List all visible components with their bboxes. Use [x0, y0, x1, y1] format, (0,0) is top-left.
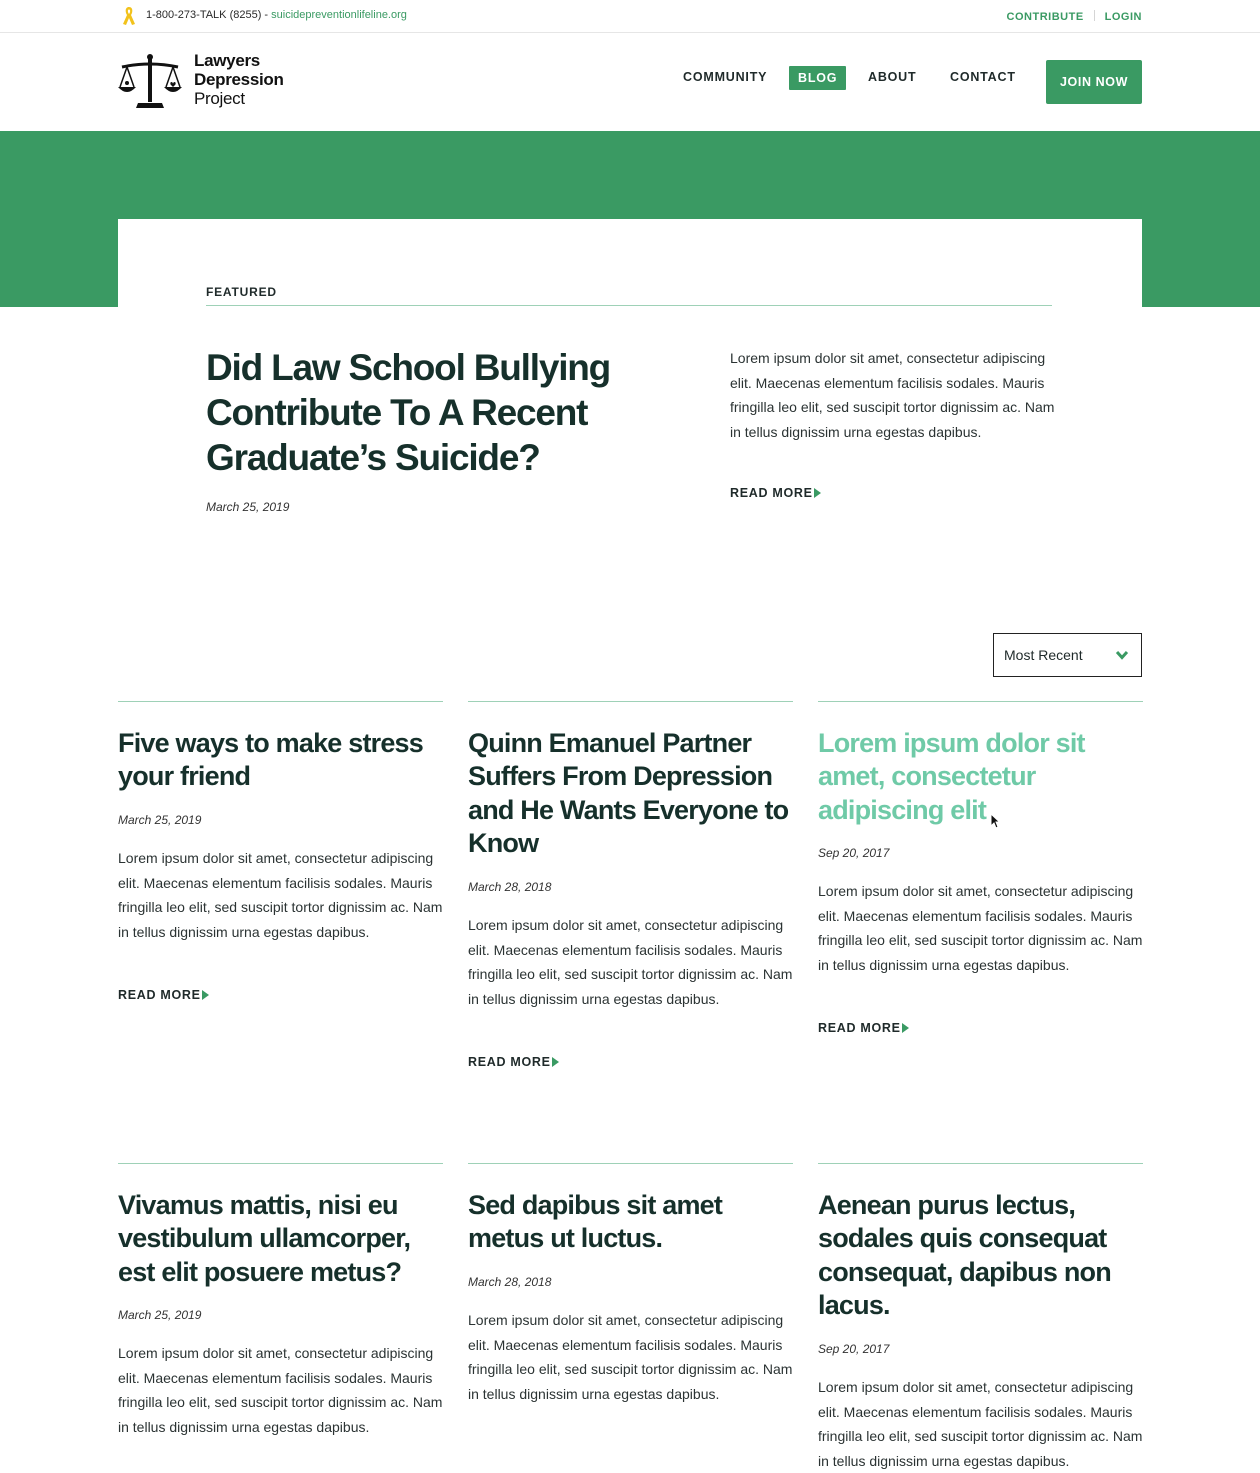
- divider: [206, 305, 1052, 306]
- post-title[interactable]: Quinn Emanuel Partner Suffers From Depression and He Wants Everyone to Know: [468, 728, 789, 858]
- post-date: March 25, 2019: [118, 813, 202, 827]
- sort-select[interactable]: [993, 633, 1142, 677]
- crisis-line: [146, 9, 407, 21]
- post-excerpt: Lorem ipsum dolor sit amet, consectetur adipiscing elit. Maecenas elementum facilisis sodales. Mauris fringilla leo elit, sed suscipit tortor dignissim ac. Nam in tellus dignissim urna egestas dapibus.: [818, 1379, 1143, 1469]
- nav-about[interactable]: ABOUT: [868, 70, 917, 84]
- divider: [118, 701, 443, 702]
- divider: [118, 1163, 443, 1164]
- post-excerpt: Lorem ipsum dolor sit amet, consectetur adipiscing elit. Maecenas elementum facilisis sodales. Mauris fringilla leo elit, sed suscipit tortor dignissim ac. Nam in tellus dignissim urna egestas dapibus.: [468, 1312, 793, 1402]
- post-excerpt: Lorem ipsum dolor sit amet, consectetur adipiscing elit. Maecenas elementum facilisis sodales. Mauris fringilla leo elit, sed suscipit tortor dignissim ac. Nam in tellus dignissim urna egestas dapibus.: [818, 883, 1143, 973]
- divider: [1094, 10, 1095, 21]
- post-excerpt: Lorem ipsum dolor sit amet, consectetur adipiscing elit. Maecenas elementum facilisis sodales. Mauris fringilla leo elit, sed suscipit tortor dignissim ac. Nam in tellus dignissim urna egestas dapibus.: [118, 850, 443, 940]
- divider: [468, 1163, 793, 1164]
- divider: [818, 1163, 1143, 1164]
- divider: [818, 701, 1143, 702]
- post-excerpt: Lorem ipsum dolor sit amet, consectetur adipiscing elit. Maecenas elementum facilisis sodales. Mauris fringilla leo elit, sed suscipit tortor dignissim ac. Nam in tellus dignissim urna egestas dapibus.: [468, 917, 793, 1007]
- awareness-ribbon-icon: [122, 6, 136, 26]
- post-title[interactable]: Five ways to make stress your friend: [118, 728, 423, 792]
- featured-title[interactable]: Did Law School Bullying Contribute To A Recent Graduate’s Suicide?: [206, 347, 611, 478]
- chevron-down-icon: [1115, 648, 1129, 662]
- site-logo[interactable]: [118, 51, 288, 111]
- post-date: Sep 20, 2017: [818, 846, 890, 860]
- phone-number: 1-800-273-TALK (8255) -: [146, 9, 272, 21]
- featured-excerpt: Lorem ipsum dolor sit amet, consectetur adipiscing elit. Maecenas elementum facilisis sodales. Mauris fringilla leo elit, sed suscipit tortor dignissim ac. Nam in tellus dignissim urna egestas dapibus.: [730, 350, 1055, 440]
- brand-line-2: Depression: [194, 70, 284, 89]
- featured-post: [118, 219, 1142, 549]
- sort-selected-value: Most Recent: [1004, 647, 1083, 663]
- nav-community[interactable]: COMMUNITY: [683, 70, 768, 84]
- post-date: March 28, 2018: [468, 1275, 552, 1289]
- brand-line-1: Lawyers: [194, 51, 260, 70]
- join-now-button[interactable]: JOIN NOW: [1046, 60, 1142, 104]
- post-title[interactable]: Lorem ipsum dolor sit amet, consectetur adipiscing elit: [818, 728, 1085, 825]
- post-date: March 28, 2018: [468, 880, 552, 894]
- nav-blog[interactable]: BLOG: [789, 66, 846, 90]
- post-date: Sep 20, 2017: [818, 1342, 890, 1356]
- mouse-pointer-icon: [990, 813, 1000, 829]
- post-excerpt: Lorem ipsum dolor sit amet, consectetur adipiscing elit. Maecenas elementum facilisis sodales. Mauris fringilla leo elit, sed suscipit tortor dignissim ac. Nam in tellus dignissim urna egestas dapibus.: [118, 1345, 443, 1435]
- brand-line-3: Project: [194, 89, 245, 108]
- post-title[interactable]: Aenean purus lectus, sodales quis consequat consequat, dapibus non lacus.: [818, 1190, 1111, 1320]
- read-more-label: READ MORE: [118, 988, 201, 1002]
- utility-bar: [0, 0, 1260, 33]
- featured-label: FEATURED: [206, 285, 277, 299]
- nav-contact[interactable]: CONTACT: [950, 70, 1016, 84]
- scales-of-justice-icon: [118, 53, 182, 111]
- read-more-link[interactable]: [118, 988, 209, 1002]
- utility-links: [1007, 10, 1142, 23]
- read-more-label: READ MORE: [730, 486, 813, 500]
- post-title[interactable]: Vivamus mattis, nisi eu vestibulum ullamcorper, est elit posuere metus?: [118, 1190, 411, 1287]
- arrow-right-icon: [814, 488, 821, 498]
- post-date: March 25, 2019: [118, 1308, 202, 1322]
- featured-date: March 25, 2019: [206, 500, 290, 514]
- arrow-right-icon: [902, 1023, 909, 1033]
- read-more-label: READ MORE: [468, 1055, 551, 1069]
- featured-read-more-link[interactable]: [730, 486, 821, 500]
- post-title[interactable]: Sed dapibus sit amet metus ut luctus.: [468, 1190, 723, 1254]
- divider: [468, 701, 793, 702]
- arrow-right-icon: [552, 1057, 559, 1067]
- read-more-label: READ MORE: [818, 1021, 901, 1035]
- lifeline-link[interactable]: suicidepreventionlifeline.org: [271, 9, 407, 21]
- arrow-right-icon: [202, 990, 209, 1000]
- read-more-link[interactable]: [818, 1021, 909, 1035]
- contribute-link[interactable]: CONTRIBUTE: [1006, 11, 1084, 23]
- read-more-link[interactable]: [468, 1055, 559, 1069]
- site-header: [0, 33, 1260, 131]
- login-link[interactable]: LOGIN: [1104, 11, 1142, 23]
